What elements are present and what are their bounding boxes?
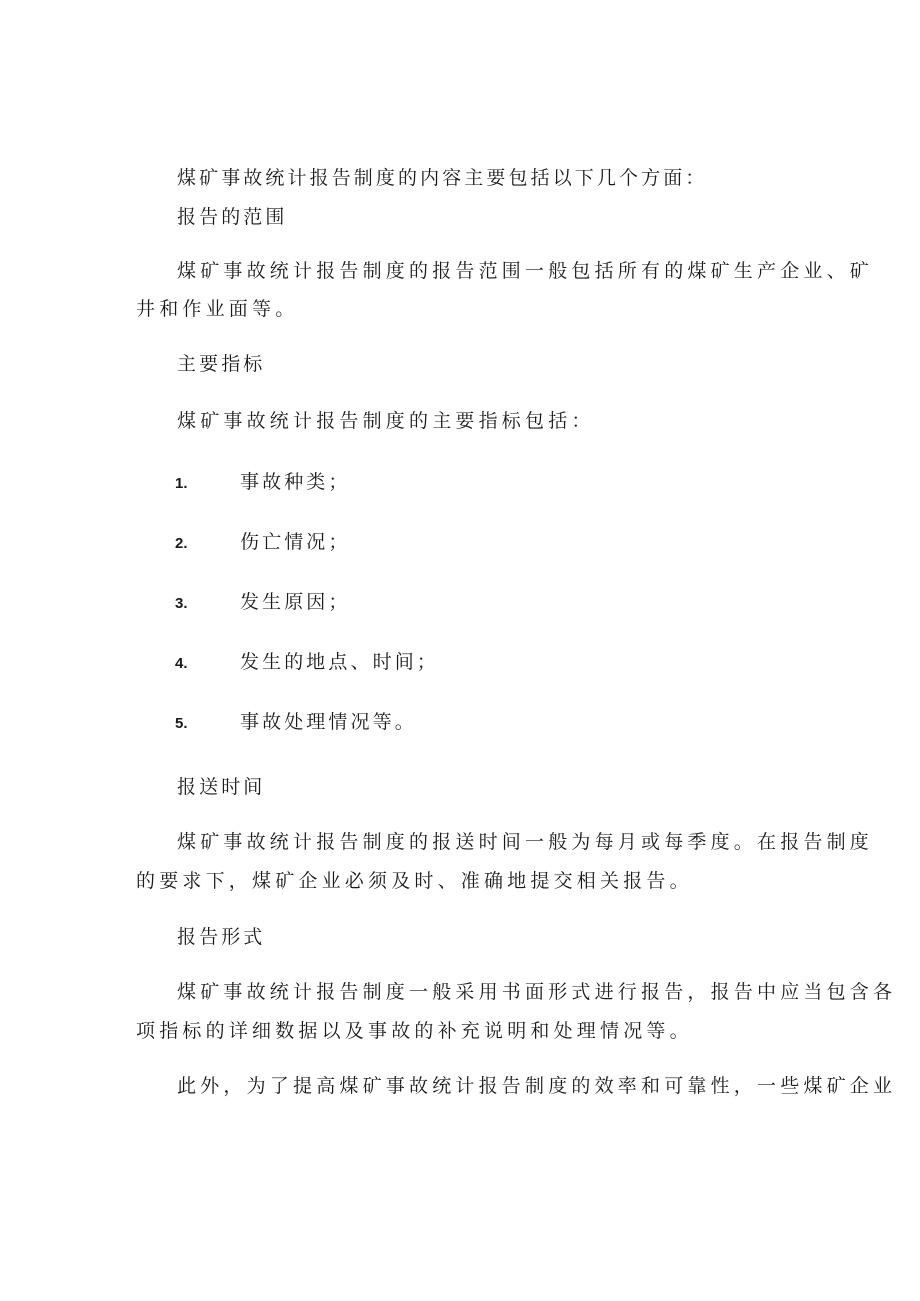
list-item-number: 2. <box>175 535 188 552</box>
submission-paragraph-line-1: 煤矿事故统计报告制度的报送时间一般为每月或每季度。在报告制度 <box>177 831 874 853</box>
list-item-text: 发生原因； <box>240 591 351 613</box>
list-item-text: 事故处理情况等。 <box>240 711 417 733</box>
section-heading-scope: 报告的范围 <box>177 206 288 228</box>
list-item-number: 3. <box>175 595 188 612</box>
submission-paragraph-line-2: 的要求下，煤矿企业必须及时、准确地提交相关报告。 <box>136 870 693 892</box>
form-paragraph-line-2: 项指标的详细数据以及事故的补充说明和处理情况等。 <box>136 1020 693 1042</box>
list-item-text: 事故种类； <box>240 471 351 493</box>
scope-paragraph-line-2: 井和作业面等。 <box>136 298 299 320</box>
list-item-text: 伤亡情况； <box>240 531 351 553</box>
intro-text: 煤矿事故统计报告制度的内容主要包括以下几个方面： <box>177 167 708 189</box>
list-item-number: 4. <box>175 655 188 672</box>
indicators-paragraph: 煤矿事故统计报告制度的主要指标包括： <box>177 410 595 432</box>
scope-paragraph-line-1: 煤矿事故统计报告制度的报告范围一般包括所有的煤矿生产企业、矿 <box>177 260 874 282</box>
closing-paragraph: 此外，为了提高煤矿事故统计报告制度的效率和可靠性，一些煤矿企业 <box>177 1075 897 1097</box>
section-heading-report-form: 报告形式 <box>177 926 266 948</box>
list-item-number: 5. <box>175 715 188 732</box>
list-item-number: 1. <box>175 475 188 492</box>
list-item-text: 发生的地点、时间； <box>240 651 439 673</box>
section-heading-indicators: 主要指标 <box>177 353 266 375</box>
form-paragraph-line-1: 煤矿事故统计报告制度一般采用书面形式进行报告，报告中应当包含各 <box>177 981 897 1003</box>
section-heading-submission-time: 报送时间 <box>177 776 266 798</box>
